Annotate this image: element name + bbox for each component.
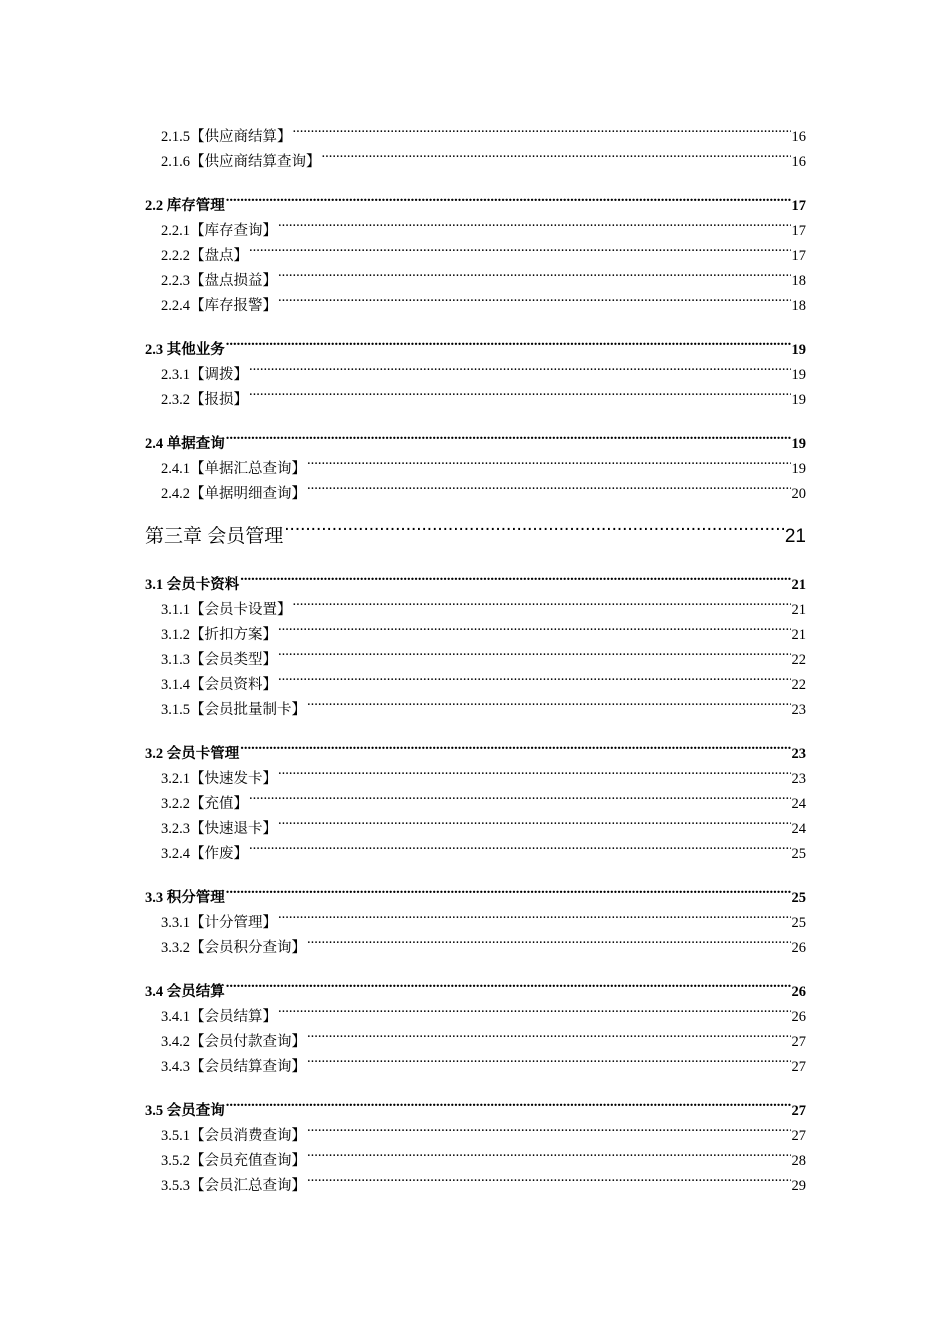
toc-entry-label: 3.1 会员卡资料 [145, 577, 240, 593]
dot-leader [226, 196, 791, 211]
toc-page-number: 26 [791, 940, 806, 956]
toc-entry-sub[interactable] [145, 150, 806, 175]
dot-leader [249, 390, 791, 405]
toc-entry-label: 2.1.5【供应商结算】 [161, 129, 292, 145]
toc-page-number: 29 [791, 1178, 806, 1194]
toc-entry-sec[interactable] [145, 573, 806, 598]
dot-leader [278, 913, 791, 928]
dot-leader [307, 1057, 791, 1072]
toc-entry-label: 3.2.2【充值】 [161, 796, 248, 812]
toc-entry-sub[interactable] [145, 1055, 806, 1080]
toc-entry-label: 3.5 会员查询 [145, 1103, 225, 1119]
toc-entry-sub[interactable] [145, 698, 806, 723]
toc-entry-sub[interactable] [145, 1005, 806, 1030]
dot-leader [226, 982, 791, 997]
toc-entry-sec[interactable] [145, 194, 806, 219]
toc-entry-label: 2.4.2【单据明细查询】 [161, 486, 306, 502]
toc-entry-sub[interactable] [145, 911, 806, 936]
toc-page-number: 20 [791, 486, 806, 502]
dot-leader [249, 246, 791, 261]
dot-leader [322, 152, 791, 167]
toc-entry-label: 3.1.5【会员批量制卡】 [161, 702, 306, 718]
toc-entry-sub[interactable] [145, 623, 806, 648]
toc-page-number: 26 [791, 984, 806, 1000]
toc-page-number: 27 [791, 1059, 806, 1075]
toc-page-number: 25 [791, 915, 806, 931]
toc-entry-label: 3.1.3【会员类型】 [161, 652, 277, 668]
toc-entry-sub[interactable] [145, 817, 806, 842]
dot-leader [249, 844, 791, 859]
toc-entry-sub[interactable] [145, 269, 806, 294]
dot-leader [293, 600, 791, 615]
toc-page-number: 25 [791, 890, 806, 906]
toc-entry-label: 3.3.1【计分管理】 [161, 915, 277, 931]
toc-entry-label: 3.5.1【会员消费查询】 [161, 1128, 306, 1144]
toc-entry-sub[interactable] [145, 767, 806, 792]
toc-entry-label: 2.2.2【盘点】 [161, 248, 248, 264]
toc-entry-sub[interactable] [145, 457, 806, 482]
toc-entry-label: 2.3 其他业务 [145, 342, 225, 358]
dot-leader [307, 1151, 791, 1166]
toc-page-number: 23 [791, 702, 806, 718]
dot-leader [249, 365, 791, 380]
toc-entry-sub[interactable] [145, 244, 806, 269]
toc-entry-label: 2.4.1【单据汇总查询】 [161, 461, 306, 477]
toc-entry-label: 2.3.2【报损】 [161, 392, 248, 408]
toc-entry-sub[interactable] [145, 792, 806, 817]
toc-page-number: 17 [791, 198, 806, 214]
toc-entry-label: 3.2.3【快速退卡】 [161, 821, 277, 837]
table-of-contents [145, 125, 806, 1199]
toc-entry-sub[interactable] [145, 1030, 806, 1055]
toc-entry-label: 3.4.2【会员付款查询】 [161, 1034, 306, 1050]
toc-entry-label: 第三章 会员管理 [145, 526, 284, 547]
toc-entry-label: 3.4 会员结算 [145, 984, 225, 1000]
toc-entry-label: 3.1.2【折扣方案】 [161, 627, 277, 643]
toc-entry-sub[interactable] [145, 219, 806, 244]
toc-page-number: 27 [791, 1103, 806, 1119]
toc-entry-sub[interactable] [145, 1124, 806, 1149]
toc-page-number: 27 [791, 1128, 806, 1144]
dot-leader [278, 1007, 791, 1022]
toc-entry-label: 3.2.4【作废】 [161, 846, 248, 862]
toc-entry-sec[interactable] [145, 432, 806, 457]
toc-entry-sub[interactable] [145, 1149, 806, 1174]
toc-entry-sub[interactable] [145, 1174, 806, 1199]
toc-page-number: 19 [791, 342, 806, 358]
toc-entry-sec[interactable] [145, 338, 806, 363]
toc-page-number: 21 [791, 627, 806, 643]
toc-page-number: 17 [791, 248, 806, 264]
toc-entry-chap[interactable] [145, 520, 806, 554]
toc-entry-sub[interactable] [145, 125, 806, 150]
dot-leader [226, 888, 791, 903]
toc-entry-sub[interactable] [145, 673, 806, 698]
toc-entry-label: 2.2.3【盘点损益】 [161, 273, 277, 289]
toc-entry-label: 3.2 会员卡管理 [145, 746, 240, 762]
toc-page-number: 18 [791, 298, 806, 314]
dot-leader [278, 819, 791, 834]
dot-leader [226, 340, 791, 355]
toc-page-number: 23 [791, 746, 806, 762]
toc-page-number: 22 [791, 677, 806, 693]
toc-page-number: 27 [791, 1034, 806, 1050]
toc-entry-sub[interactable] [145, 598, 806, 623]
toc-page-number: 21 [791, 602, 806, 618]
toc-entry-label: 2.4 单据查询 [145, 436, 225, 452]
dot-leader [307, 938, 791, 953]
dot-leader [278, 650, 791, 665]
toc-page-number: 18 [791, 273, 806, 289]
toc-entry-label: 3.5.2【会员充值查询】 [161, 1153, 306, 1169]
toc-entry-label: 3.5.3【会员汇总查询】 [161, 1178, 306, 1194]
toc-page-number: 17 [791, 223, 806, 239]
dot-leader [307, 459, 791, 474]
dot-leader [249, 794, 791, 809]
toc-page-number: 25 [791, 846, 806, 862]
toc-entry-label: 3.4.3【会员结算查询】 [161, 1059, 306, 1075]
dot-leader [240, 744, 790, 759]
toc-entry-label: 2.3.1【调拨】 [161, 367, 248, 383]
toc-page-number: 19 [791, 461, 806, 477]
toc-page-number: 23 [791, 771, 806, 787]
toc-entry-label: 3.4.1【会员结算】 [161, 1009, 277, 1025]
dot-leader [278, 271, 791, 286]
dot-leader [278, 296, 791, 311]
toc-page-number: 24 [791, 796, 806, 812]
toc-page-number: 24 [791, 821, 806, 837]
toc-entry-label: 2.1.6【供应商结算查询】 [161, 154, 321, 170]
toc-entry-label: 3.1.4【会员资料】 [161, 677, 277, 693]
dot-leader [226, 1101, 791, 1116]
toc-page-number: 26 [791, 1009, 806, 1025]
toc-page-number: 16 [791, 154, 806, 170]
dot-leader [278, 221, 791, 236]
toc-entry-label: 3.3.2【会员积分查询】 [161, 940, 306, 956]
toc-entry-sub[interactable] [145, 482, 806, 507]
dot-leader [278, 625, 791, 640]
toc-page-number: 19 [791, 392, 806, 408]
toc-page-number: 28 [791, 1153, 806, 1169]
toc-entry-label: 3.3 积分管理 [145, 890, 225, 906]
toc-entry-sub[interactable] [145, 936, 806, 961]
toc-entry-sub[interactable] [145, 842, 806, 867]
toc-entry-label: 2.2.1【库存查询】 [161, 223, 277, 239]
dot-leader [307, 700, 791, 715]
dot-leader [278, 769, 791, 784]
dot-leader [307, 1032, 791, 1047]
dot-leader [284, 523, 784, 542]
dot-leader [307, 1126, 791, 1141]
toc-entry-sec[interactable] [145, 886, 806, 911]
toc-entry-sub[interactable] [145, 294, 806, 319]
dot-leader [307, 484, 791, 499]
toc-page-number: 19 [791, 436, 806, 452]
toc-entry-sec[interactable] [145, 742, 806, 767]
dot-leader [278, 675, 791, 690]
dot-leader [307, 1176, 791, 1191]
toc-entry-sec[interactable] [145, 980, 806, 1005]
toc-page-number: 22 [791, 652, 806, 668]
toc-entry-sub[interactable] [145, 648, 806, 673]
dot-leader [240, 575, 790, 590]
dot-leader [226, 434, 791, 449]
toc-entry-sub[interactable] [145, 388, 806, 413]
toc-entry-label: 3.2.1【快速发卡】 [161, 771, 277, 787]
dot-leader [293, 127, 791, 142]
toc-page-number: 16 [791, 129, 806, 145]
toc-entry-label: 2.2.4【库存报警】 [161, 298, 277, 314]
toc-page-number: 19 [791, 367, 806, 383]
toc-page-number: 21 [791, 577, 806, 593]
toc-entry-sec[interactable] [145, 1099, 806, 1124]
toc-page-number: 21 [784, 526, 806, 547]
toc-entry-label: 3.1.1【会员卡设置】 [161, 602, 292, 618]
toc-entry-sub[interactable] [145, 363, 806, 388]
toc-entry-label: 2.2 库存管理 [145, 198, 225, 214]
